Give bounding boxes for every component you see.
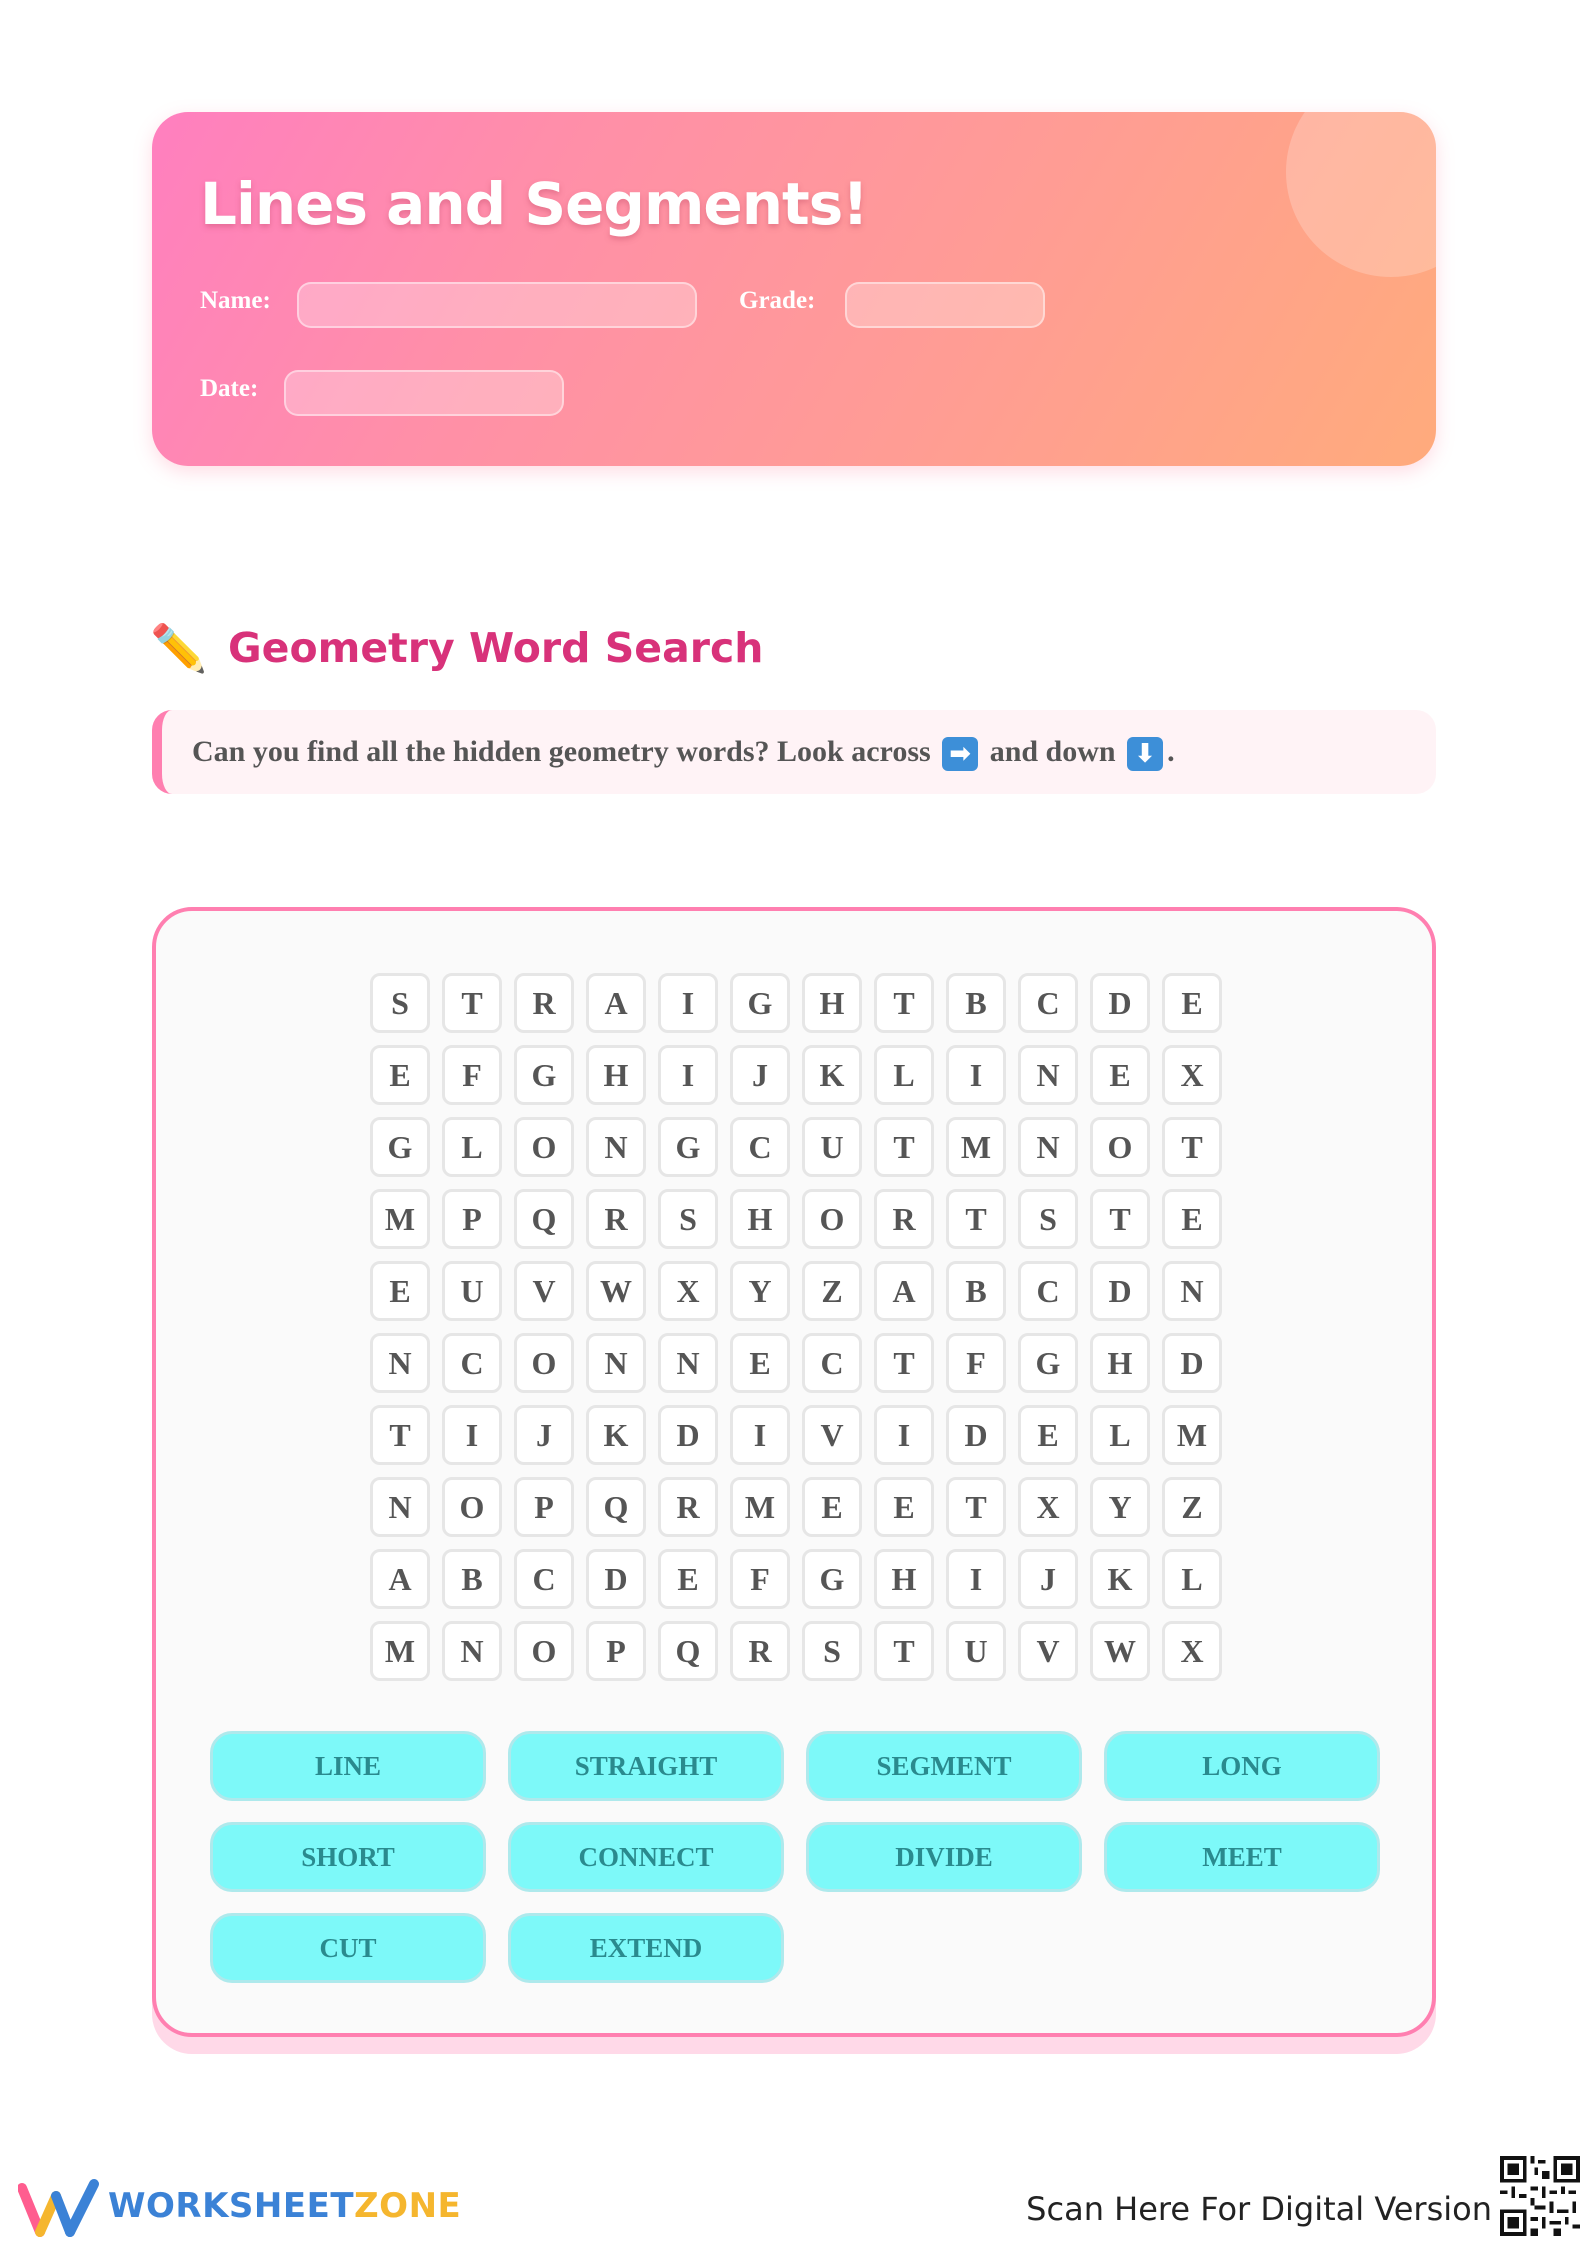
grid-cell[interactable]: T bbox=[1090, 1189, 1150, 1249]
grid-cell[interactable]: H bbox=[802, 973, 862, 1033]
grid-cell[interactable]: L bbox=[1090, 1405, 1150, 1465]
grid-cell[interactable]: W bbox=[586, 1261, 646, 1321]
grid-cell[interactable]: M bbox=[946, 1117, 1006, 1177]
grid-cell[interactable]: T bbox=[874, 1333, 934, 1393]
grid-cell[interactable]: K bbox=[1090, 1549, 1150, 1609]
grid-cell[interactable]: O bbox=[514, 1621, 574, 1681]
grid-cell[interactable]: O bbox=[802, 1189, 862, 1249]
grid-cell[interactable]: O bbox=[442, 1477, 502, 1537]
grid-cell[interactable]: G bbox=[514, 1045, 574, 1105]
grade-label: Grade: bbox=[739, 287, 816, 314]
grid-cell[interactable]: E bbox=[1162, 1189, 1222, 1249]
grid-cell[interactable]: C bbox=[802, 1333, 862, 1393]
page-title: Lines and Segments! bbox=[200, 170, 868, 238]
grid-cell[interactable]: M bbox=[370, 1189, 430, 1249]
grid-cell[interactable]: D bbox=[586, 1549, 646, 1609]
grid-cell[interactable]: J bbox=[514, 1405, 574, 1465]
grid-cell[interactable]: P bbox=[586, 1621, 646, 1681]
grid-cell[interactable]: G bbox=[658, 1117, 718, 1177]
grid-cell[interactable]: B bbox=[946, 973, 1006, 1033]
grid-cell[interactable]: X bbox=[1162, 1621, 1222, 1681]
section-title: Geometry Word Search bbox=[228, 624, 764, 672]
grid-cell[interactable]: J bbox=[730, 1045, 790, 1105]
grid-cell[interactable]: E bbox=[1162, 973, 1222, 1033]
grid-cell[interactable]: I bbox=[730, 1405, 790, 1465]
instructions-text: Can you find all the hidden geometry words? Look across bbox=[192, 735, 931, 768]
grid-cell[interactable]: N bbox=[370, 1333, 430, 1393]
grid-cell[interactable]: Q bbox=[658, 1621, 718, 1681]
grid-cell[interactable]: C bbox=[730, 1117, 790, 1177]
grid-cell[interactable]: N bbox=[658, 1333, 718, 1393]
instructions-box bbox=[152, 710, 1436, 794]
instructions-period: . bbox=[1167, 735, 1175, 768]
grid-cell[interactable]: T bbox=[946, 1477, 1006, 1537]
grid-cell[interactable]: P bbox=[514, 1477, 574, 1537]
grid-cell[interactable]: A bbox=[586, 973, 646, 1033]
grid-cell[interactable]: K bbox=[586, 1405, 646, 1465]
grid-cell[interactable]: X bbox=[658, 1261, 718, 1321]
word-chip-divide: DIVIDE bbox=[806, 1822, 1082, 1892]
grid-cell[interactable]: Z bbox=[802, 1261, 862, 1321]
grid-cell[interactable]: Y bbox=[730, 1261, 790, 1321]
worksheetzone-logo-icon bbox=[18, 2178, 100, 2238]
grid-cell[interactable]: B bbox=[442, 1549, 502, 1609]
grid-cell[interactable]: Q bbox=[514, 1189, 574, 1249]
grid-cell[interactable]: E bbox=[802, 1477, 862, 1537]
grid-cell[interactable]: S bbox=[370, 973, 430, 1033]
grid-cell[interactable]: A bbox=[370, 1549, 430, 1609]
grid-cell[interactable]: D bbox=[946, 1405, 1006, 1465]
name-label: Name: bbox=[200, 287, 271, 314]
grid-cell[interactable]: B bbox=[946, 1261, 1006, 1321]
grid-cell[interactable]: G bbox=[1018, 1333, 1078, 1393]
grid-cell[interactable]: H bbox=[586, 1045, 646, 1105]
grid-cell[interactable]: O bbox=[514, 1333, 574, 1393]
grid-cell[interactable]: R bbox=[874, 1189, 934, 1249]
grid-cell[interactable]: R bbox=[658, 1477, 718, 1537]
decorative-circle bbox=[1286, 112, 1436, 277]
grid-cell[interactable]: U bbox=[946, 1621, 1006, 1681]
date-field[interactable] bbox=[284, 370, 564, 416]
grid-cell[interactable]: T bbox=[1162, 1117, 1222, 1177]
grid-cell[interactable]: H bbox=[1090, 1333, 1150, 1393]
brand-name bbox=[108, 2186, 461, 2226]
grid-cell[interactable]: G bbox=[802, 1549, 862, 1609]
grid-cell[interactable]: Z bbox=[1162, 1477, 1222, 1537]
instructions-text-2: and down bbox=[989, 735, 1116, 768]
grid-cell[interactable]: R bbox=[586, 1189, 646, 1249]
grid-cell[interactable]: R bbox=[730, 1621, 790, 1681]
grid-cell[interactable]: D bbox=[1090, 1261, 1150, 1321]
grid-cell[interactable]: C bbox=[442, 1333, 502, 1393]
grid-cell[interactable]: L bbox=[442, 1117, 502, 1177]
grid-cell[interactable]: E bbox=[1090, 1045, 1150, 1105]
grid-cell[interactable]: S bbox=[802, 1621, 862, 1681]
grid-cell[interactable]: I bbox=[874, 1405, 934, 1465]
grid-cell[interactable]: R bbox=[514, 973, 574, 1033]
grid-cell[interactable]: C bbox=[1018, 973, 1078, 1033]
grid-cell[interactable]: V bbox=[1018, 1621, 1078, 1681]
grid-cell[interactable]: E bbox=[658, 1549, 718, 1609]
grid-cell[interactable]: O bbox=[1090, 1117, 1150, 1177]
word-bank bbox=[210, 1731, 1386, 1983]
grid-cell[interactable]: V bbox=[514, 1261, 574, 1321]
grid-cell[interactable]: K bbox=[802, 1045, 862, 1105]
grid-cell[interactable]: P bbox=[442, 1189, 502, 1249]
grid-cell[interactable]: C bbox=[514, 1549, 574, 1609]
grid-cell[interactable]: O bbox=[514, 1117, 574, 1177]
grid-cell[interactable]: D bbox=[1162, 1333, 1222, 1393]
grid-cell[interactable]: W bbox=[1090, 1621, 1150, 1681]
grid-cell[interactable]: G bbox=[370, 1117, 430, 1177]
grid-cell[interactable]: T bbox=[874, 973, 934, 1033]
grid-cell[interactable]: L bbox=[874, 1045, 934, 1105]
scan-text: Scan Here For Digital Version bbox=[1026, 2190, 1492, 2228]
grid-cell[interactable]: N bbox=[1018, 1045, 1078, 1105]
letter-grid bbox=[370, 973, 1222, 1681]
grid-cell[interactable]: H bbox=[874, 1549, 934, 1609]
grid-cell[interactable]: N bbox=[586, 1333, 646, 1393]
grid-cell[interactable]: M bbox=[730, 1477, 790, 1537]
grid-cell[interactable]: S bbox=[658, 1189, 718, 1249]
grid-cell[interactable]: S bbox=[1018, 1189, 1078, 1249]
word-chip-straight: STRAIGHT bbox=[508, 1731, 784, 1801]
grid-cell[interactable]: D bbox=[658, 1405, 718, 1465]
word-chip-extend: EXTEND bbox=[508, 1913, 784, 1983]
word-chip-cut: CUT bbox=[210, 1913, 486, 1983]
grid-cell[interactable]: T bbox=[946, 1189, 1006, 1249]
arrow-right-icon: ➡ bbox=[942, 737, 978, 771]
grid-cell[interactable]: T bbox=[442, 973, 502, 1033]
grid-cell[interactable]: C bbox=[1018, 1261, 1078, 1321]
worksheet-header bbox=[152, 112, 1436, 466]
grid-cell[interactable]: U bbox=[802, 1117, 862, 1177]
grid-cell[interactable]: E bbox=[1018, 1405, 1078, 1465]
grid-cell[interactable]: E bbox=[874, 1477, 934, 1537]
grid-cell[interactable]: I bbox=[946, 1045, 1006, 1105]
grid-cell[interactable]: E bbox=[730, 1333, 790, 1393]
word-chip-connect: CONNECT bbox=[508, 1822, 784, 1892]
grid-cell[interactable]: N bbox=[586, 1117, 646, 1177]
pencil-icon: ✏️ bbox=[150, 621, 208, 675]
brand-part-1: WORKSHEET bbox=[108, 2186, 355, 2226]
date-label: Date: bbox=[200, 375, 259, 402]
grid-cell[interactable]: T bbox=[370, 1405, 430, 1465]
word-search-panel bbox=[152, 907, 1436, 2037]
grid-cell[interactable]: D bbox=[1090, 973, 1150, 1033]
arrow-down-icon: ⬇ bbox=[1127, 737, 1163, 771]
grid-cell[interactable]: Y bbox=[1090, 1477, 1150, 1537]
grid-cell[interactable]: I bbox=[658, 973, 718, 1033]
grid-cell[interactable]: A bbox=[874, 1261, 934, 1321]
grade-field[interactable] bbox=[845, 282, 1045, 328]
grid-cell[interactable]: Q bbox=[586, 1477, 646, 1537]
word-chip-short: SHORT bbox=[210, 1822, 486, 1892]
grid-cell[interactable]: T bbox=[874, 1621, 934, 1681]
word-chip-segment: SEGMENT bbox=[806, 1731, 1082, 1801]
grid-cell[interactable]: F bbox=[730, 1549, 790, 1609]
word-chip-meet: MEET bbox=[1104, 1822, 1380, 1892]
grid-cell[interactable]: I bbox=[946, 1549, 1006, 1609]
grid-cell[interactable]: N bbox=[442, 1621, 502, 1681]
grid-cell[interactable]: U bbox=[442, 1261, 502, 1321]
grid-cell[interactable]: V bbox=[802, 1405, 862, 1465]
grid-cell[interactable]: F bbox=[442, 1045, 502, 1105]
grid-cell[interactable]: X bbox=[1018, 1477, 1078, 1537]
grid-cell[interactable]: M bbox=[1162, 1405, 1222, 1465]
grid-cell[interactable]: I bbox=[658, 1045, 718, 1105]
qr-code-icon[interactable] bbox=[1500, 2156, 1580, 2236]
grid-cell[interactable]: N bbox=[370, 1477, 430, 1537]
grid-cell[interactable]: I bbox=[442, 1405, 502, 1465]
grid-cell[interactable]: L bbox=[1162, 1549, 1222, 1609]
word-chip-line: LINE bbox=[210, 1731, 486, 1801]
grid-cell[interactable]: F bbox=[946, 1333, 1006, 1393]
grid-cell[interactable]: H bbox=[730, 1189, 790, 1249]
grid-cell[interactable]: M bbox=[370, 1621, 430, 1681]
word-chip-long: LONG bbox=[1104, 1731, 1380, 1801]
grid-cell[interactable]: E bbox=[370, 1045, 430, 1105]
grid-cell[interactable]: T bbox=[874, 1117, 934, 1177]
grid-cell[interactable]: J bbox=[1018, 1549, 1078, 1609]
grid-cell[interactable]: N bbox=[1162, 1261, 1222, 1321]
grid-cell[interactable]: E bbox=[370, 1261, 430, 1321]
grid-cell[interactable]: G bbox=[730, 973, 790, 1033]
grid-cell[interactable]: N bbox=[1018, 1117, 1078, 1177]
grid-cell[interactable]: X bbox=[1162, 1045, 1222, 1105]
name-field[interactable] bbox=[297, 282, 697, 328]
brand-part-2: ZONE bbox=[354, 2186, 462, 2226]
